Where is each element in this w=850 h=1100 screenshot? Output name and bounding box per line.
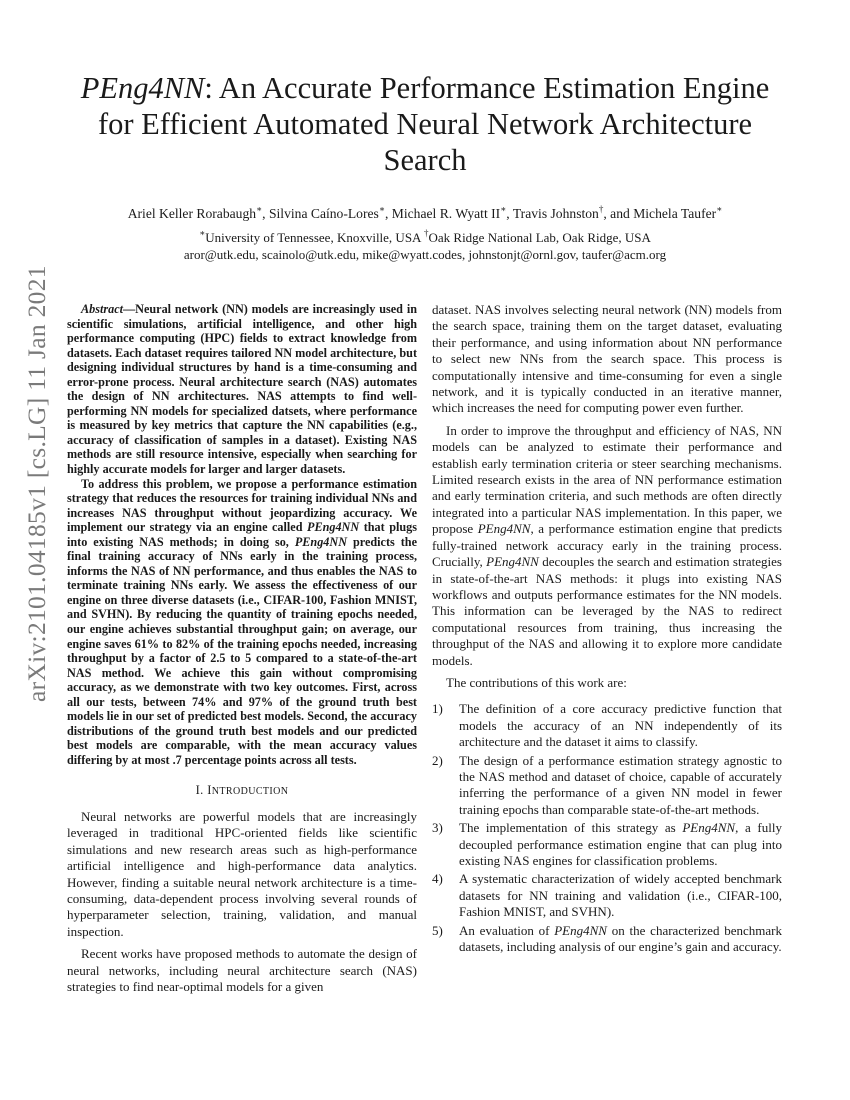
section-number: I.	[195, 782, 208, 797]
list-item-text: An evaluation of	[459, 922, 555, 938]
paper-title	[70, 70, 780, 178]
affiliation-text: University of Tennessee, Knoxville, USA	[205, 230, 424, 245]
list-item-number: 1)	[432, 701, 443, 717]
right-column	[432, 302, 782, 957]
affiliations	[40, 229, 810, 246]
abstract-text: predicts the final training accuracy of NNs early in the training process, informs the NAS of NN performance, and thus enables the NAS to terminate training NNs early. We assess the effectiveness of our engine on three diverse datasets (i.e., CIFAR-100, Fashion MNIST, and SVHN). By reducing the quantity of training epochs needed, our engine achieves substantial throughput gain; on average, our engine saves 61% to 82% of the training epochs needed, increasing throughput by a factor of 2.5 to 5 compared to a state-of-the-art NAS method. We achieve this gain without compromising accuracy, as we demonstrate with two key outcomes. First, across all our tests, between 74% and 97% of the ground truth best models lie in our set of predicted best models. Second, the accuracy distributions of the ground truth best models and our predicted best models are comparable, with the mean accuracy values differing by at most .7 percentage points across all tests.	[67, 534, 417, 767]
abstract-label: Abstract	[81, 302, 123, 316]
engine-name: PEng4NN	[477, 521, 531, 537]
author-separator: ,	[384, 206, 392, 221]
introduction-body	[67, 809, 417, 995]
list-item-number: 2)	[432, 752, 443, 768]
engine-name: PEng4NN	[294, 534, 348, 549]
introduction-body-continued	[432, 302, 782, 691]
title-rest: : An Accurate Performance Estimation Engine for Efficient Automated Neural Network Architecture Search	[97, 71, 770, 177]
author-name: Silvina Caíno-Lores	[268, 206, 379, 221]
affiliation-mark: †	[423, 228, 429, 238]
author-affiliation-mark: ∗	[716, 204, 723, 214]
section-heading-introduction	[67, 782, 417, 800]
author-name: Ariel Keller Rorabaugh	[127, 206, 257, 221]
body-paragraph: dataset. NAS involves selecting neural network (NN) models from the search space, training them on the target dataset, evaluating their performance, and using information about NN performance to select new NNs from the search space. This process is computationally intensive and time-consuming for even a single network, and it is typically conducted in an iterative manner, which increases the need for computing power even further.	[432, 302, 782, 416]
body-text: , a performance estimation engine that predicts fully-trained network accuracy early in the training process. Crucially,	[432, 521, 782, 570]
author-separator: ,	[506, 206, 513, 221]
list-item-text: The implementation of this strategy as	[459, 820, 683, 836]
author-separator: ,	[262, 206, 269, 221]
arxiv-identifier-stamp: arXiv:2101.04185v1 [cs.LG] 11 Jan 2021	[22, 265, 51, 702]
affiliation-text: Oak Ridge National Lab, Oak Ridge, USA	[428, 230, 651, 245]
section-title-smallcaps: NTRODUCTION	[211, 785, 289, 797]
body-text: decouples the search and estimation strategies in state-of-the-art NAS methods: it plugs into existing NAS workflows and outputs performance estimates for the NN models. This information can be leveraged by the NAS to redirect computational resources from training, thus increasing the throughput of the NAS and allowing it to explore more candidate models.	[432, 554, 782, 668]
body-paragraph	[432, 423, 782, 669]
list-item	[432, 701, 782, 750]
list-item-text: , a fully decoupled performance estimation engine that can plug into existing NAS engines for classification problems.	[459, 820, 782, 868]
engine-name: PEng4NN	[307, 520, 360, 535]
list-item-number: 5)	[432, 922, 443, 938]
list-item	[432, 753, 782, 819]
author-affiliation-mark: ∗	[378, 204, 385, 214]
abstract-text: To address this problem, we propose a performance estimation strategy that reduces the resources for training individual NNs and increases NAS throughput without jeopardizing accuracy. We implement our strategy via an engine called	[67, 476, 417, 535]
abstract-paragraph	[67, 477, 417, 768]
list-item	[432, 871, 782, 920]
body-paragraph: Neural networks are powerful models that are increasingly leveraged in traditional HPC-oriented fields like scientific simulations and new research areas such as high-performance artificial intelligence and high-performance data analytics. However, finding a suitable neural network architecture is a time-consuming, data-dependent process involving several rounds of hyperparameter selection, training, validation, and manual inspection.	[67, 808, 417, 939]
engine-name: PEng4NN	[682, 820, 736, 836]
engine-name: PEng4NN	[486, 554, 539, 570]
body-paragraph: The contributions of this work are:	[446, 674, 627, 690]
contributions-list	[432, 701, 782, 955]
list-item-text: A systematic characterization of widely accepted benchmark datasets for NN training and validation (i.e., CIFAR-100, Fashion MNIST, and SVHN).	[459, 871, 782, 920]
abstract-text: —Neural network (NN) models are increasingly used in scientific simulations, artificial intelligence, and other high performance computing (HPC) fields to extract knowledge from datasets. Each dataset requires tailored NN model architecture, but designing individual structures by hand is a time-consuming and error-prone process. Neural architecture search (NAS) automates the design of NN architectures. NAS attempts to find well-performing NN models for specialized datsets, where performance is measured by key metrics that capture the NN capabilities (e.g., accuracy of classification of samples in a dataset). Existing NAS methods are still resource intensive, especially when searching for highly accurate models for larger and larger datasets.	[67, 302, 417, 477]
list-item-text: The definition of a core accuracy predictive function that models the accuracy of an NN independently of its architecture and the dataset it aims to classify.	[459, 701, 782, 750]
affiliation-mark: ∗	[199, 228, 206, 238]
left-column	[67, 302, 417, 1001]
list-item	[432, 820, 782, 869]
list-item-text: The design of a performance estimation strategy agnostic to the NAS method and dataset of choice, capable of accurately inferring the performance of a given NN model in fewer training epochs than comparable state-of-the-art methods.	[459, 752, 782, 817]
author-affiliation-mark: †	[598, 204, 604, 214]
author-name: Michela Taufer	[633, 206, 717, 221]
title-engine-name: PEng4NN	[80, 71, 205, 105]
author-list	[40, 205, 810, 223]
body-paragraph: Recent works have proposed methods to automate the design of neural networks, including neural architecture search (NAS) strategies to find near-optimal models for a given	[67, 946, 417, 994]
abstract-paragraph	[67, 302, 417, 477]
engine-name: PEng4NN	[554, 922, 607, 938]
author-affiliation-mark: ∗	[500, 204, 507, 214]
author-name: Michael R. Wyatt II	[391, 206, 501, 221]
abstract-text: that plugs into existing NAS methods; in doing so,	[67, 520, 417, 549]
author-separator: , and	[603, 206, 634, 221]
list-item	[432, 923, 782, 956]
author-affiliation-mark: ∗	[256, 204, 263, 214]
abstract	[67, 302, 417, 768]
list-item-number: 3)	[432, 820, 443, 836]
author-emails: aror@utk.edu, scainolo@utk.edu, mike@wyatt.codes, johnstonjt@ornl.gov, taufer@acm.org	[183, 247, 667, 262]
section-title-initial: I	[207, 782, 212, 797]
body-text: In order to improve the throughput and efficiency of NAS, NN models can be analyzed to estimate their performance and establish early termination criteria or steer searching mechanisms. Limited research exists in the area of NN performance estimation and early termination criteria, and such methods are often directly integrated into a particular NAS implementation. In this paper, we propose	[432, 422, 782, 537]
list-item-number: 4)	[432, 871, 443, 887]
list-item-text: on the characterized benchmark datasets, including analysis of our engine’s gain and accuracy.	[459, 922, 782, 955]
author-name: Travis Johnston	[512, 206, 599, 221]
